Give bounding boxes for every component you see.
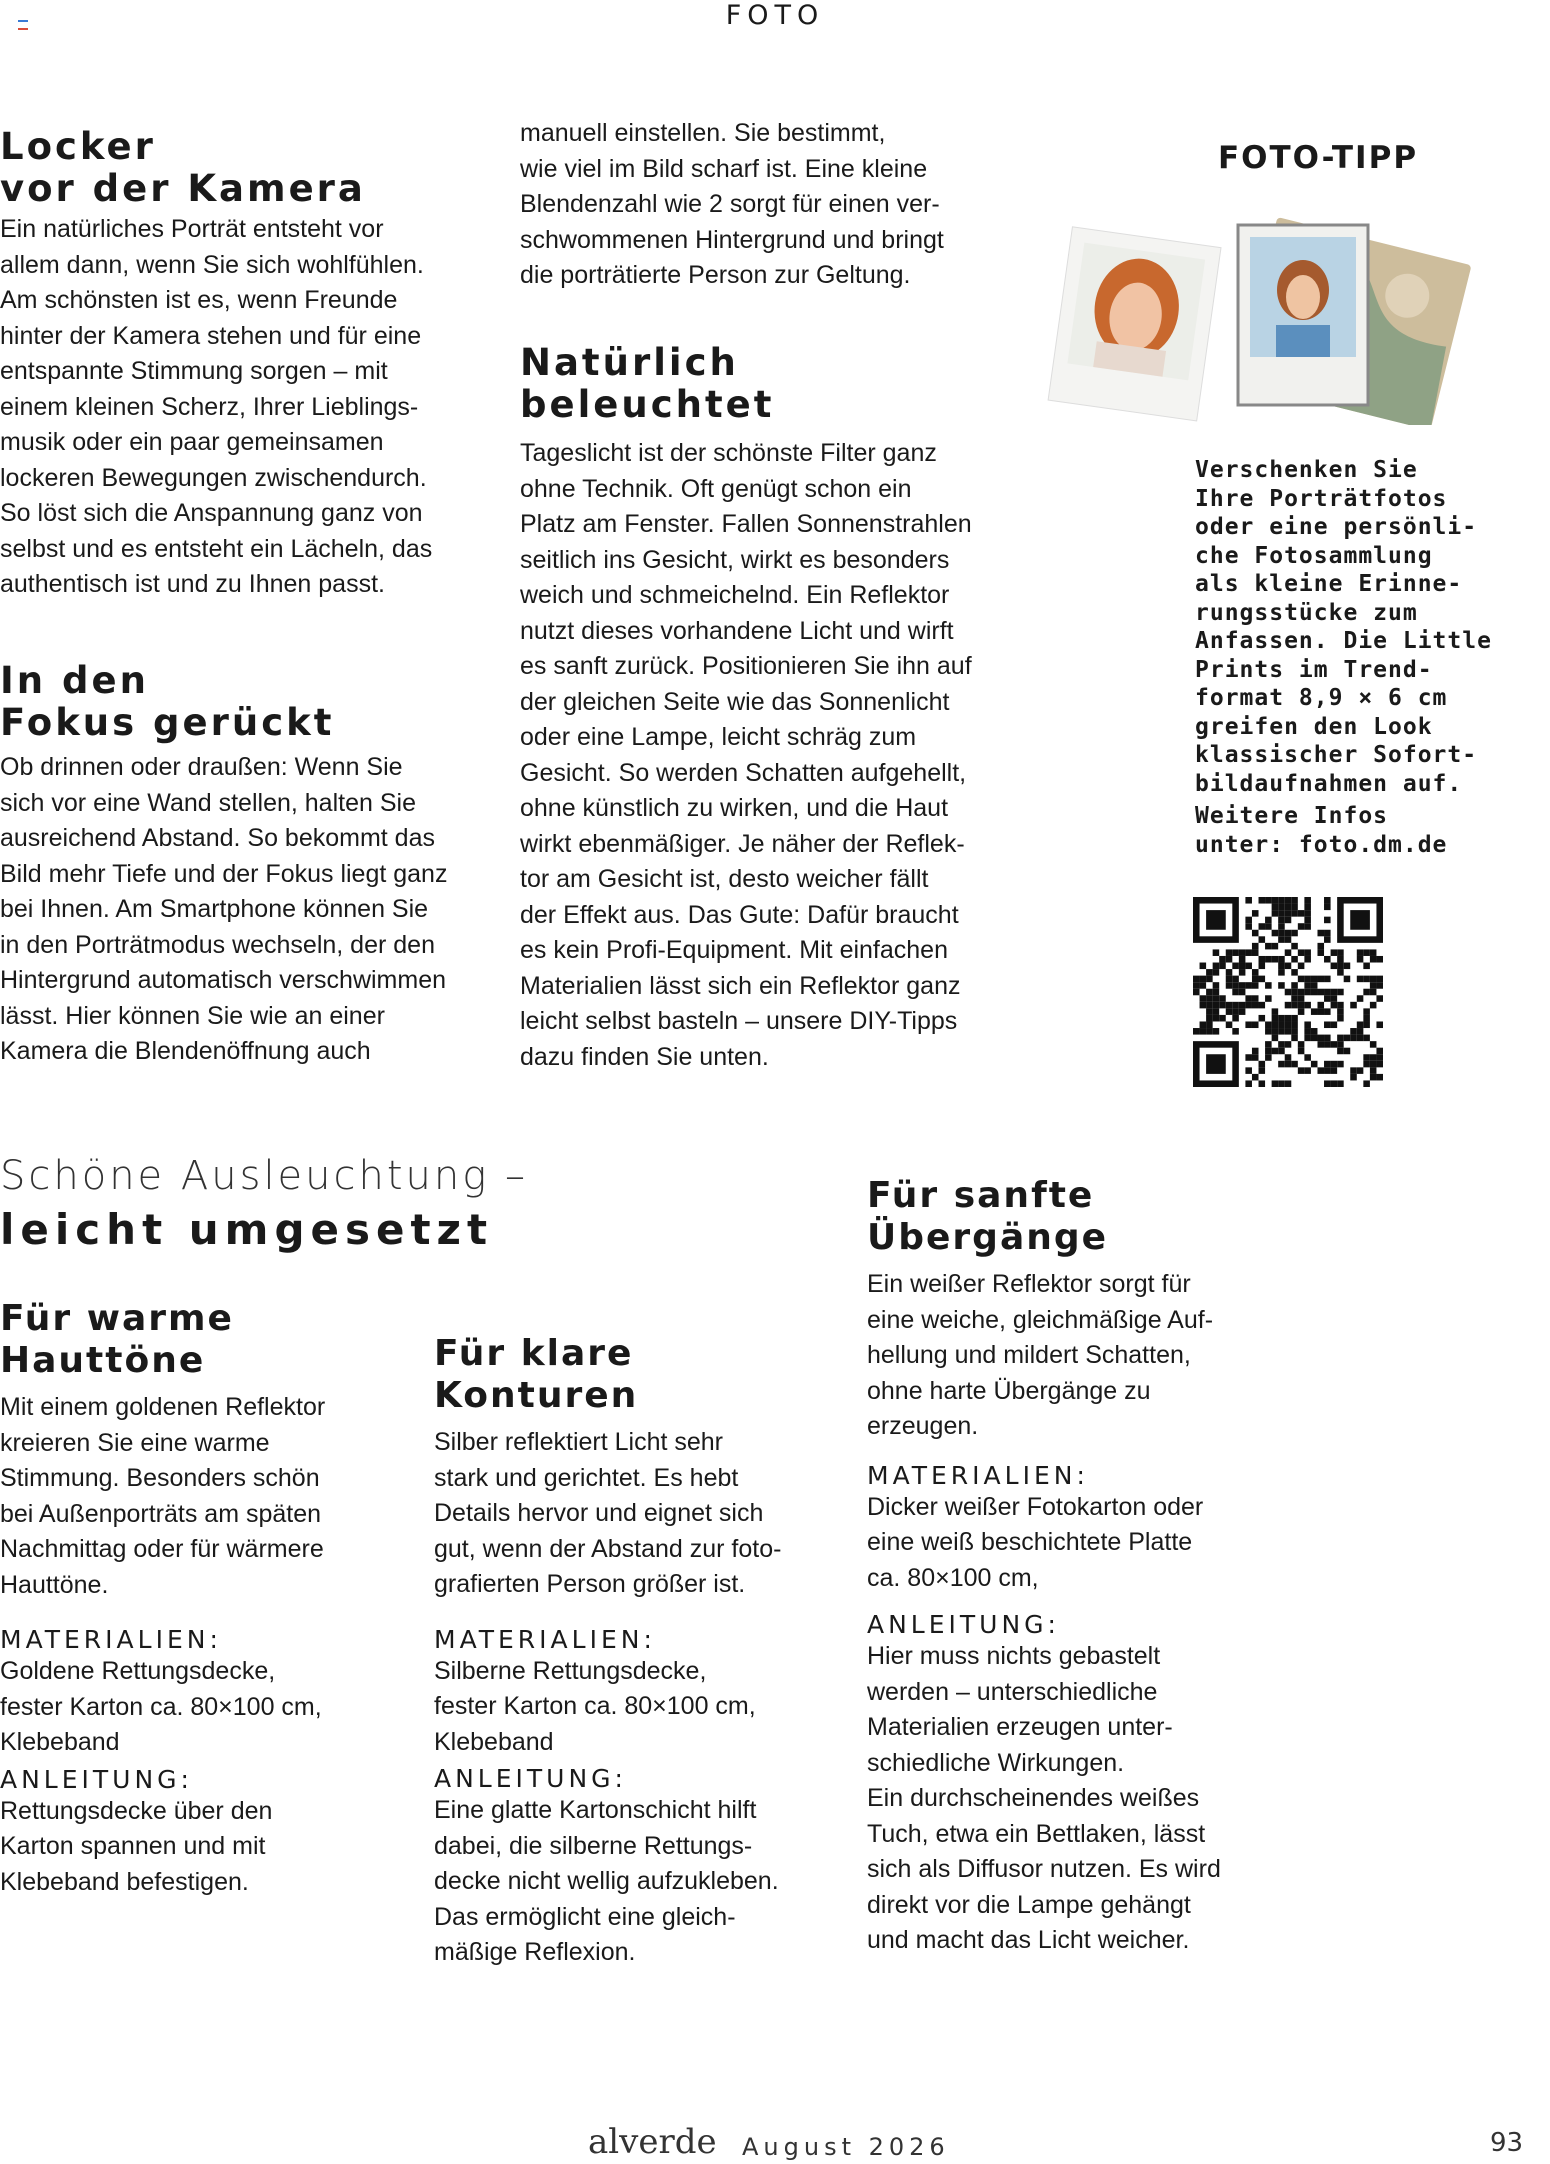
column-1-lower xyxy=(0,660,500,1070)
paragraph-soft: Ein weißer Reflektor sorgt für eine weiche, gleichmäßige Auf- hellung und mildert Schatten, ohne harte Übergänge zu erzeugen. xyxy=(867,1270,1214,1440)
instructions-label: ANLEITUNG: xyxy=(434,1764,627,1793)
materials-label: MATERIALIEN: xyxy=(867,1460,1089,1490)
materials-label: MATERIALIEN: xyxy=(434,1624,656,1654)
heading-soft: Für sanfte Übergänge xyxy=(867,1175,1109,1258)
column-2-lower xyxy=(520,342,1020,1075)
paragraph-warm: Mit einem goldenen Reflektor kreieren Sie eine warme Stimmung. Besonders schön bei Außenporträts am späten Nachmittag oder für wärmere Hauttöne. xyxy=(0,1393,326,1599)
paragraph-locker: Ein natürliches Porträt entsteht vor allem dann, wenn Sie sich wohlfühlen. Am schönsten ist es, wenn Freunde hinter der Kamera stehen und für eine entspannte Stimmung sorgen – mit einem kleinen Scherz, Ihrer Lieblings- musik oder ein paar gemeinsamen lockeren Bewegungen zwischendurch. So löst sich die Anspannung ganz von selbst und es entsteht ein Lächeln, das authentisch ist und zu Ihnen passt. xyxy=(0,215,433,598)
section-label: FOTO xyxy=(725,0,825,31)
photo-prints-image xyxy=(1030,215,1480,425)
paragraph-clear: Silber reflektiert Licht sehr stark und gerichtet. Es hebt Details hervor und eignet sich gut, wenn der Abstand zur foto- grafierten Person größer ist. xyxy=(434,1428,782,1598)
paragraph-fokus: Ob drinnen oder draußen: Wenn Sie sich vor eine Wand stellen, halten Sie ausreichend Abstand. So bekommt das Bild mehr Tiefe und der Fokus liegt ganz bei Ihnen. Am Smartphone können Sie in den Porträtmodus wechseln, der den Hintergrund automatisch verschwimmen lässt. Hier können Sie wie an einer Kamera die Blendenöffnung auch xyxy=(0,753,448,1065)
instructions-warm: Rettungsdecke über den Karton spannen und mit Klebeband befestigen. xyxy=(0,1796,273,1896)
footer-date: August 2026 xyxy=(742,2133,950,2161)
qr-code[interactable] xyxy=(1193,897,1383,1087)
tip-text: Verschenken Sie Ihre Porträtfotos oder eine persönli- che Fotosammlung als kleine Erinne- rungsstücke zum Anfassen. Die Little Prints im Trend- format 8,9 × 6 cm greifen den Look klassischer Sofort- bildaufnahmen auf. xyxy=(1195,457,1492,797)
footer-brand-logo: alverde xyxy=(588,2122,717,2162)
tip-more-info: Weitere Infos unter: foto.dm.de xyxy=(1195,803,1448,858)
column-2 xyxy=(520,116,1020,294)
heading-locker: Locker vor der Kamera xyxy=(0,125,366,210)
paragraph-natuerlich: Tageslicht ist der schönste Filter ganz ohne Technik. Oft genügt schon ein Platz am Fenster. Fallen Sonnenstrahlen seitlich ins Gesicht, wirkt es besonders weich und schmeichelnd. Ein Reflektor nutzt dieses vorhandene Licht und wirft es sanft zurück. Positionieren Sie ihn auf der gleichen Seite wie das Sonnenlicht oder eine Lampe, leicht schräg zum Gesicht. So werden Schatten aufgehellt, ohne künstlich zu wirken, und die Haut wirkt ebenmäßiger. Je näher der Reflek- tor am Gesicht ist, desto weicher fällt der Effekt aus. Das Gute: Dafür braucht es kein Profi-Equipment. Mit einfachen Materialien lässt sich ein Reflektor ganz leicht selbst basteln – unsere DIY-Tipps dazu finden Sie unten. xyxy=(520,439,972,1071)
materials-warm: Goldene Rettungsdecke, fester Karton ca. 80×100 cm, Klebeband xyxy=(0,1657,322,1756)
section-title-light: Schöne Ausleuchtung – xyxy=(0,1153,528,1199)
heading-natuerlich: Natürlich beleuchtet xyxy=(520,341,775,426)
reflector-warm xyxy=(0,1298,410,1900)
heading-clear: Für klare Konturen xyxy=(434,1333,639,1416)
paragraph-manuell: manuell einstellen. Sie bestimmt, wie viel im Bild scharf ist. Eine kleine Blendenzahl wie 2 sorgt für einen ver- schwommenen Hintergrund und bringt die porträtierte Person zur Geltung. xyxy=(520,119,944,289)
heading-warm: Für warme Hauttöne xyxy=(0,1298,234,1381)
tip-box xyxy=(1195,456,1515,859)
instructions-label: ANLEITUNG: xyxy=(0,1764,193,1794)
page-number: 93 xyxy=(1490,2128,1524,2158)
materials-soft: Dicker weißer Fotokarton oder eine weiß beschichtete Platte ca. 80×100 cm, xyxy=(867,1492,1204,1592)
materials-clear: Silberne Rettungsdecke, fester Karton ca. 80×100 cm, Klebeband xyxy=(434,1656,756,1756)
reflector-soft xyxy=(867,1175,1307,1959)
column-1 xyxy=(0,126,500,603)
reflector-clear xyxy=(434,1333,844,1971)
section-title-bold: leicht umgesetzt xyxy=(0,1205,494,1254)
heading-fokus: In den Fokus gerückt xyxy=(0,659,335,744)
instructions-clear: Eine glatte Kartonschicht hilft dabei, die silberne Rettungs- decke nicht wellig aufzukleben. Das ermöglicht eine gleich- mäßige Reflexion. xyxy=(434,1796,779,1966)
tip-title: FOTO-TIPP xyxy=(1218,140,1419,176)
instructions-soft: Hier muss nichts gebastelt werden – unterschiedliche Materialien erzeugen unter- schiedliche Wirkungen. Ein durchscheinendes weißes Tuch, etwa ein Bettlaken, lässt sich als Diffusor nutzen. Es wird direkt vor die Lampe gehängt und macht das Licht weicher. xyxy=(867,1642,1221,1954)
materials-label: MATERIALIEN: xyxy=(0,1625,222,1654)
instructions-label: ANLEITUNG: xyxy=(867,1610,1060,1639)
